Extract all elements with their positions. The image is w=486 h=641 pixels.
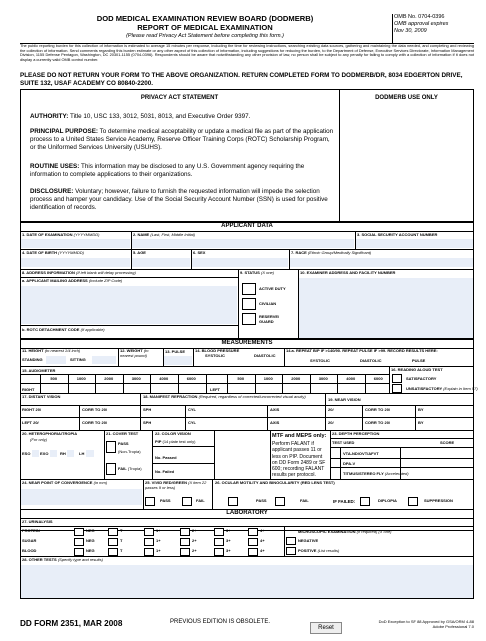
dodmerb-use-only: DODMERB USE ONLY: [375, 95, 438, 101]
near-left-corr: CORR TO 20/: [365, 420, 391, 425]
ssn-field[interactable]: [356, 239, 473, 248]
freq-3000-label: 3000: [318, 376, 328, 381]
privacy-routine: ROUTINE USES: This information may be disclosed to any U.S. Government agency requiring the information to complete applications to their organizations.: [30, 163, 305, 179]
urinalysis-protein-p1-checkbox[interactable]: [144, 528, 154, 536]
weight-label: 12. WEIGHT (to nearest pound): [120, 348, 149, 358]
urinalysis-sugar-p1-checkbox[interactable]: [144, 538, 154, 546]
burden-statement: The public reporting burden for this collection of information is estimated to average 15 minutes per response, including the time for reviewing instructions, searching existing data sources, gathering and maintaining the data needed, and completing and reviewing the collection of information. Send comments regarding this burden estimate or any other aspect of this collection of information, including suggestions for reducing the burden, to the Department of Defense, Executive Services Directorate, Information Management Division, 1155 Defense Pentagon, Washington, DC 20301-1155 (0704-0396). Respondents should be aware that notwithstanding any other provision of law, no person shall be subject to any penalty for failing to comply with a collection of information if it does not display a currently valid OMB control number.: [20, 43, 474, 62]
freq-500-label: 500: [237, 376, 245, 381]
freq-4000-label: 4000: [159, 376, 169, 381]
cover-fail-checkbox[interactable]: [106, 463, 116, 475]
urinalysis-sugar-t-label: T: [120, 538, 123, 543]
ocular-fail-checkbox[interactable]: [275, 497, 285, 506]
urinalysis-blood-p4-label: 4+: [260, 548, 265, 553]
urinalysis-sugar-p4-checkbox[interactable]: [248, 538, 258, 546]
near-right-label: 20/: [328, 407, 334, 412]
mailing-address-label: a. APPLICANT MAILING ADDRESS (Include ZIP Code): [22, 278, 123, 283]
distant-left-corr: CORR TO 20/: [82, 420, 108, 425]
urinalysis-blood-p4-checkbox[interactable]: [248, 548, 258, 556]
distant-right-corr: CORR TO 20/: [82, 407, 108, 412]
distant-vision-label: 17. DISTANT VISION: [22, 394, 61, 399]
urinalysis-sugar-p4-label: 4+: [260, 538, 265, 543]
dob-field[interactable]: [21, 258, 130, 267]
score-label: SCORE: [440, 440, 455, 445]
urinalysis-sugar-label: SUGAR: [22, 538, 37, 543]
ocular-fail-label: FAIL: [300, 498, 309, 503]
lh-label: LH: [79, 451, 85, 456]
standing-field[interactable]: [46, 356, 66, 364]
freq-2000-label: 2000: [104, 376, 114, 381]
cover-test-label: 21. COVER TEST: [106, 431, 139, 436]
if-failed-label: IF FAILED:: [333, 499, 356, 504]
manifest-refraction-label: 18. MANIFEST REFRACTION (Required, regardless of corrected/uncorrected visual acuity): [143, 394, 306, 399]
heterophoria-sub: (For only): [30, 437, 48, 442]
near-vision-label: 19. NEAR VISION: [328, 397, 361, 402]
rh-field[interactable]: [67, 450, 74, 457]
lh-field[interactable]: [86, 450, 94, 457]
depth-perception-label: 23. DEPTH PERCEPTION: [332, 431, 380, 436]
other-tests-label: 28. OTHER TESTS (Specify type and results): [22, 557, 103, 562]
urinalysis-blood-p3-label: 3+: [226, 548, 231, 553]
refraction-left-sph: SPH: [143, 420, 152, 425]
mailing-address-field[interactable]: [21, 286, 237, 324]
microscopic-label: MICROSCOPIC EXAMINATION (If required) (X one): [298, 529, 392, 534]
urinalysis-sugar-p1-label: 1+: [156, 538, 161, 543]
name-label: 2. NAME (Last, First, Middle Initial): [133, 232, 196, 237]
height-label: 11. HEIGHT (to nearest 1/4 inch): [22, 348, 81, 353]
status-active-label: ACTIVE DUTY: [259, 286, 286, 291]
sitting-field[interactable]: [92, 356, 116, 364]
urinalysis-sugar-p3-label: 3+: [226, 538, 231, 543]
mtf-heading: MTF and MEPS only:: [272, 433, 327, 439]
cover-pass-checkbox[interactable]: [106, 441, 116, 453]
freq-500-label: 500: [50, 376, 58, 381]
cover-pass-sub: (Non-Tropia): [118, 449, 141, 454]
omb-date: Nov 30, 2009: [394, 28, 427, 34]
convergence-field[interactable]: [21, 489, 142, 505]
test-vta-label: VTA-ND/OVT/AFVT: [343, 451, 379, 456]
freq-1000-label: 1000: [76, 376, 86, 381]
heterophoria-label: 20. HETEROPHORIA/TROPIA: [22, 431, 78, 436]
privacy-disclosure: DISCLOSURE: Voluntary; however, failure to furnish the requested information will impede the selection process and hamper your candidacy. Use of the Social Security Account Number (SSN) is used for positive identification of records.: [30, 188, 328, 212]
diplopia-checkbox[interactable]: [360, 497, 370, 506]
freq-2000-label: 2000: [291, 376, 301, 381]
repeat-pulse-label: PULSE: [412, 358, 426, 363]
measurements-heading: MEASUREMENTS: [221, 340, 273, 346]
distant-right-label: RIGHT 20/: [22, 407, 42, 412]
urinalysis-blood-label: BLOOD: [22, 548, 37, 553]
cover-pass-label: PASS: [118, 441, 129, 446]
date-of-exam-field[interactable]: [21, 239, 130, 248]
status-civilian-label: CIVILIAN: [259, 301, 277, 306]
urinalysis-protein-p3-checkbox[interactable]: [214, 528, 224, 536]
unsatisfactory-checkbox[interactable]: [392, 384, 402, 393]
urinalysis-protein-neg-label: NEG: [86, 528, 95, 533]
urinalysis-sugar-neg-checkbox[interactable]: [74, 538, 84, 546]
near-right-corr: CORR TO 20/: [365, 407, 391, 412]
urinalysis-protein-p1-label: 1+: [156, 528, 161, 533]
urinalysis-blood-p1-checkbox[interactable]: [144, 548, 154, 556]
failed-label: No. Failed: [155, 469, 175, 474]
urinalysis-protein-p3-label: 3+: [226, 528, 231, 533]
adobe-note: Adobe Professional 7.0: [432, 624, 474, 629]
urinalysis-sugar-p2-label: 2+: [192, 538, 197, 543]
urinalysis-blood-p1-label: 1+: [156, 548, 161, 553]
ocular-pass-checkbox[interactable]: [228, 497, 238, 506]
urinalysis-protein-p2-label: 2+: [192, 528, 197, 533]
pulse-field[interactable]: [164, 356, 192, 365]
other-tests-field[interactable]: [21, 565, 473, 598]
race-field[interactable]: [290, 258, 473, 267]
return-notice: PLEASE DO NOT RETURN YOUR FORM TO THE ABOVE ORGANIZATION. RETURN COMPLETED FORM TO DODMERB/DR, 8034 EDGERTON DRIVE, SUITE 132, USAF ACADEMY CO 80840-2200.: [20, 72, 463, 87]
bp-systolic-label: SYSTOLIC: [205, 353, 225, 358]
examiner-address-label: 10. EXAMINER ADDRESS AND FACILITY NUMBER: [300, 270, 396, 275]
urinalysis-sugar-p3-checkbox[interactable]: [214, 538, 224, 546]
suppression-checkbox[interactable]: [408, 497, 418, 506]
rh-label: RH: [60, 451, 66, 456]
urinalysis-protein-t-label: T: [120, 528, 123, 533]
form-header: [20, 14, 474, 43]
age-field[interactable]: [132, 258, 190, 267]
vivid-fail-label: FAIL: [196, 498, 205, 503]
urinalysis-blood-p3-checkbox[interactable]: [214, 548, 224, 556]
race-label: 7. RACE (Ethnic Group/Medically Significant): [291, 250, 372, 255]
urinalysis-sugar-neg-label: NEG: [86, 538, 95, 543]
address-info-label: 8. ADDRESS INFORMATION (If left blank will delay processing): [22, 270, 136, 275]
name-field[interactable]: [132, 239, 354, 248]
refraction-right-sph: SPH: [143, 407, 152, 412]
status-reserve-label: RESERVE/ GUARD: [259, 314, 280, 324]
freq-6000-label: 6000: [373, 376, 383, 381]
exo-field[interactable]: [50, 450, 57, 457]
vivid-label: 25. VIVID RED/GREEN (X item 22 passes 9 or less): [145, 480, 207, 490]
freq-3000-label: 3000: [131, 376, 141, 381]
urinalysis-label: 27. URINALYSIS: [22, 519, 53, 524]
diplopia-label: DIPLOPIA: [378, 498, 397, 503]
refraction-left-cyl: CYL: [188, 420, 196, 425]
sex-label: 6. SEX: [193, 250, 206, 255]
near-left-label: 20/: [328, 420, 334, 425]
sitting-label: SITTING: [70, 357, 86, 362]
repeat-bp-label: 14.a. REPEAT B/P IF >140/90. REPEAT PULSE IF >99. RECORD RESULTS HERE:: [286, 348, 438, 353]
omb-approval: OMB approval expires: [394, 21, 449, 27]
freq-6000-label: 6000: [186, 376, 196, 381]
ocular-pass-label: PASS: [256, 498, 267, 503]
satisfactory-label: SATISFACTORY: [406, 376, 437, 381]
vivid-fail-checkbox[interactable]: [182, 497, 192, 506]
urinalysis-blood-t-label: T: [120, 548, 123, 553]
vivid-pass-checkbox[interactable]: [145, 497, 155, 506]
status-reserve-checkbox[interactable]: [242, 313, 256, 325]
sex-field[interactable]: [192, 258, 288, 267]
pulse-label: 13. PULSE: [165, 349, 186, 354]
rotc-code-label: b. ROTC DETACHMENT CODE (If applicable): [22, 327, 105, 332]
urinalysis-protein-p2-checkbox[interactable]: [180, 528, 190, 536]
urinalysis-blood-t-checkbox[interactable]: [108, 548, 118, 556]
bp-label: 14. BLOOD PRESSURE: [195, 348, 240, 353]
freq-4000-label: 4000: [346, 376, 356, 381]
micro-negative-checkbox[interactable]: [286, 537, 296, 545]
freq-1000-label: 1000: [263, 376, 273, 381]
form-title-line3: (Please read Privacy Act Statement before completing this form.): [126, 33, 284, 39]
urinalysis-protein-t-checkbox[interactable]: [108, 528, 118, 536]
form-title-line1: DOD MEDICAL EXAMINATION REVIEW BOARD (DODMERB): [96, 14, 314, 23]
urinalysis-protein-label: PROTEIN: [22, 528, 40, 533]
eso-label: ESO: [22, 451, 31, 456]
privacy-purpose: PRINCIPAL PURPOSE: To determine medical acceptability or update a medical file as part of the application process to a United States Service Academy, Reserve Officer Training Corps (ROTC) Scholarship Program, or the Uniformed Services University (USUHS).: [30, 128, 334, 152]
repeat-diastolic-label: DIASTOLIC: [360, 358, 382, 363]
bp-diastolic-label: DIASTOLIC: [254, 353, 276, 358]
urinalysis-protein-p4-checkbox[interactable]: [248, 528, 258, 536]
distant-left-label: LEFT 20/: [22, 420, 39, 425]
urinalysis-blood-neg-checkbox[interactable]: [74, 548, 84, 556]
privacy-authority: AUTHORITY: Title 10, USC 133, 3012, 5031, 8013, and Executive Order 9397.: [30, 113, 251, 120]
reset-button[interactable]: Reset: [310, 622, 342, 634]
urinalysis-blood-p2-label: 2+: [192, 548, 197, 553]
micro-positive-checkbox[interactable]: [286, 547, 296, 555]
satisfactory-checkbox[interactable]: [392, 374, 402, 383]
refraction-right-cyl: CYL: [188, 407, 196, 412]
pip-label: PIP (14 plate test only): [155, 439, 196, 444]
dob-label: 4. DATE OF BIRTH (YYYYMMDD): [22, 250, 84, 255]
audiometer-right-label: RIGHT: [22, 387, 35, 392]
audiometer-left-label: LEFT: [210, 387, 220, 392]
approval-note: DoD Exception to SF 88 Approved by GSA/ORM 4-88: [378, 619, 474, 624]
standing-label: STANDING: [22, 357, 43, 362]
urinalysis-sugar-p2-checkbox[interactable]: [180, 538, 190, 546]
eso-field[interactable]: [32, 450, 39, 457]
status-label: 9. STATUS (X one): [240, 270, 275, 275]
urinalysis-protein-p4-label: 4+: [260, 528, 265, 533]
color-vision-label: 22. COLOR VISION: [155, 431, 191, 436]
omb-number: OMB No. 0704-0396: [394, 14, 445, 20]
micro-positive-label: POSITIVE (List results): [298, 548, 340, 553]
form-title-line2: REPORT OF MEDICAL EXAMINATION: [137, 23, 273, 32]
privacy-heading: PRIVACY ACT STATEMENT: [140, 95, 219, 101]
unsatisfactory-label: UNSATISFACTORY (Explain in Item 57): [406, 386, 478, 391]
refraction-right-axis: AXIS: [270, 407, 280, 412]
laboratory-heading: LABORATORY: [226, 510, 268, 516]
passed-label: No. Passed: [155, 455, 177, 460]
status-active-checkbox[interactable]: [242, 283, 256, 295]
convergence-label: 24. NEAR POINT OF CONVERGENCE (in mm): [22, 480, 108, 485]
cover-fail-label: FAIL (Tropia): [118, 466, 142, 471]
date-of-exam-label: 1. DATE OF EXAMINATION (YYYYMMDD): [22, 232, 100, 237]
vivid-pass-label: PASS: [160, 498, 171, 503]
ocular-motility-label: 26. OCULAR MOTILITY AND BINOCULARITY (RED LENS TEST): [215, 480, 335, 485]
examiner-address-field[interactable]: [299, 278, 473, 338]
status-civilian-checkbox[interactable]: [242, 298, 256, 310]
age-label: 5. AGE: [133, 250, 146, 255]
exo-label: EXO: [40, 451, 49, 456]
test-titmus-label: TITMUS/STEREO FLY (Accelerated): [343, 471, 409, 476]
near-right-by: BY: [418, 407, 424, 412]
repeat-systolic-label: SYSTOLIC: [310, 358, 330, 363]
mtf-note: Perform FALANT if applicant passes 11 or less on PIP. Document on DD Form 2489 or SF 600; recording FALANT results per protocol.: [272, 441, 326, 479]
test-used-label: TEST USED: [332, 440, 355, 445]
urinalysis-sugar-t-checkbox[interactable]: [108, 538, 118, 546]
refraction-left-axis: AXIS: [270, 420, 280, 425]
audiometer-label: 15. AUDIOMETER: [22, 368, 56, 373]
urinalysis-blood-p2-checkbox[interactable]: [180, 548, 190, 556]
previous-edition-note: PREVIOUS EDITION IS OBSOLETE.: [170, 619, 271, 625]
form-number: DD FORM 2351, MAR 2008: [20, 619, 123, 628]
micro-negative-label: NEGATIVE: [298, 538, 319, 543]
urinalysis-blood-neg-label: NEG: [86, 548, 95, 553]
applicant-data-heading: APPLICANT DATA: [221, 223, 273, 229]
near-left-by: BY: [418, 420, 424, 425]
ssn-label: 3. SOCIAL SECURITY ACCOUNT NUMBER: [357, 232, 438, 237]
test-dpa-label: DPA-V: [343, 461, 356, 466]
reading-aloud-label: 16. READING ALOUD TEST: [391, 367, 443, 372]
urinalysis-protein-neg-checkbox[interactable]: [74, 528, 84, 536]
suppression-label: SUPPRESSION: [424, 498, 453, 503]
